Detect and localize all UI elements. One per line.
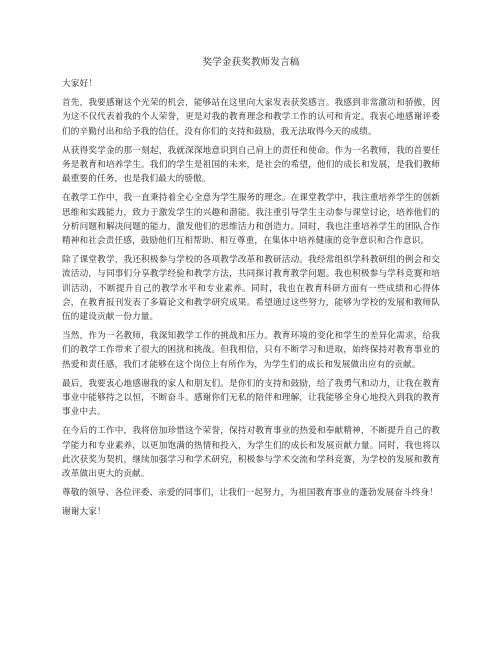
- paragraph-challenges: 当然，作为一名教师，我深知教学工作的挑战和压力。教育环境的变化和学生的差异化需求，给我们的教学工作带来了很大的困扰和挑战。但我相信，只有不断学习和进取，始终保持对教育事业的热爱和责任感，我们才能够在这个岗位上有所作为，为学生们的成长和发展做出应有的贡献。: [62, 331, 440, 370]
- paragraph-thanks: 首先，我要感谢这个光荣的机会，能够站在这里向大家发表获奖感言。我感到非常激动和骄傲，因为这不仅代表着我的个人荣誉，更是对我的教育理念和教学工作的认可和肯定。我衷心地感谢评委们的辛勤付出和给予我的信任，没有你们的支持和鼓励，我无法取得今天的成绩。: [62, 98, 440, 137]
- paragraph-future: 在今后的工作中，我将倍加珍惜这个荣誉，保持对教育事业的热爱和奉献精神，不断提升自己的教学能力和专业素养，以更加饱满的热情和投入，为学生们的成长和发展贡献力量。同时，我也将以此次获奖为契机，继续加强学习和学术研究，积极参与学术交流和学科竞赛，为学校的发展和教育改革做出更大的贡献。: [62, 426, 440, 480]
- paragraph-responsibility: 从获得奖学金的那一刻起，我就深深地意识到自己肩上的责任和使命。作为一名教师，我的首要任务是教育和培养学生。我们的学生是祖国的未来，是社会的希望，他们的成长和发展，是我们教师最重要的任务，也是我们最大的骄傲。: [62, 145, 440, 185]
- greeting: 大家好！: [62, 79, 97, 89]
- document-title: 奖学金获奖教师发言稿: [202, 57, 300, 68]
- closing: 谢谢大家！: [62, 507, 106, 518]
- paragraph-teaching: 在教学工作中，我一直秉持着全心全意为学生服务的理念。在课堂教学中，我注重培养学生的创新思维和实践能力，致力于激发学生的兴趣和潜能。我注重引导学生主动参与课堂讨论，培养他们的分析问题和解决问题的能力，激发他们的思维活力和创造力。同时，我也注重培养学生的团队合作精神和社会责任感，鼓励他们互相帮助、相互尊重，在集体中培养健康的竞争意识和合作意识。: [62, 193, 440, 247]
- paragraph-research: 除了课堂教学，我还积极参与学校的各项教学改革和教研活动。我经常组织学科教研组的例会和交流活动，与同事们分享教学经验和教学方法，共同探讨教育教学问题。我也积极参与学科竞赛和培训活动，不断提升自己的教学水平和专业素养。同时，我也在教育科研方面有一些成绩和心得体会，在教育报刊发表了多篇论文和教学研究成果。希望通过这些努力，能够为学校的发展和教师队伍的建设贡献一份力量。: [62, 255, 440, 323]
- paragraph-appeal: 尊敬的领导、各位评委、亲爱的同事们，让我们一起努力，为祖国教育事业的蓬勃发展奋斗终身！: [62, 488, 438, 499]
- document-page: [62, 56, 440, 525]
- paragraph-family: 最后，我要衷心地感谢我的家人和朋友们。是你们的支持和鼓励，给了我勇气和动力，让我在教育事业中能够持之以恒，不断奋斗。感谢你们无私的陪伴和理解，让我能够全身心地投入到我的教育事业中去。: [62, 378, 440, 418]
